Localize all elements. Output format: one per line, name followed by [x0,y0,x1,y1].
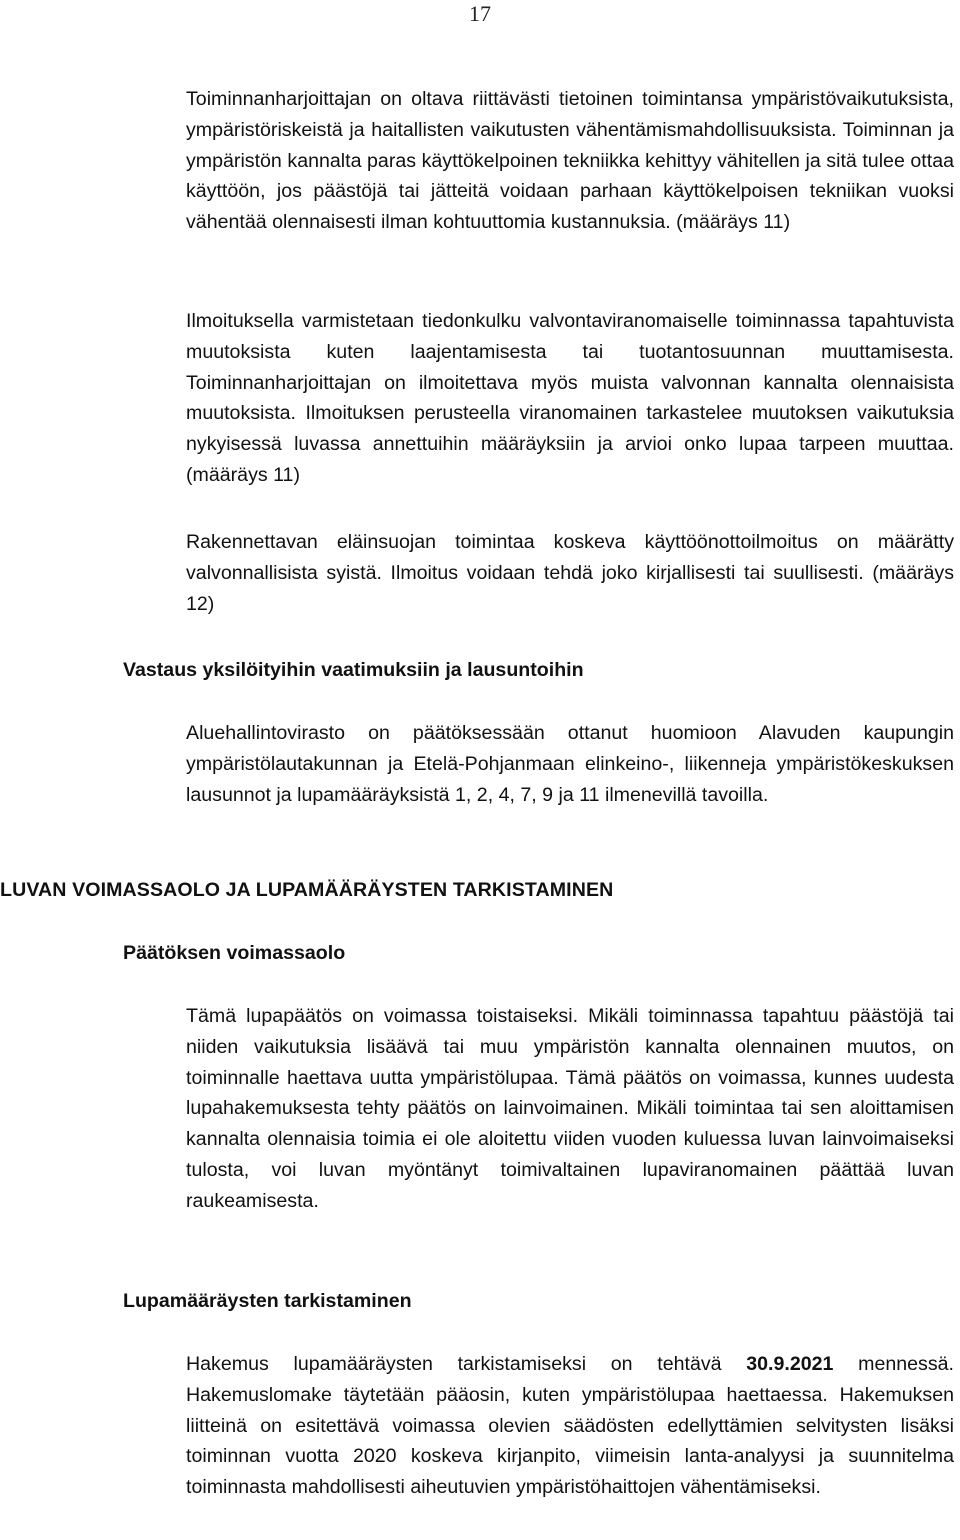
deadline-date: 30.9.2021 [746,1353,834,1375]
heading-vastaus: Vastaus yksilöityihin vaatimuksiin ja lausuntoihin [123,659,584,681]
paragraph-voimassaolo: Tämä lupapäätös on voimassa toistaiseksi. Mikäli toiminnassa tapahtuu päästöjä tai niiden vaikutuksia lisäävä tai muu ympäristön kannalta olennainen muutos, on toiminnalle haettava uutta ympäristölupaa. Tämä päätös on voimassa, kunnes uudesta lupahakemuksesta tehty päätös on lainvoimainen. Mikäli toimintaa tai sen aloittamisen kannalta olennaisia toimia ei ole aloitettu viiden vuoden kuluessa luvan lainvoimaiseksi tulosta, voi luvan myöntänyt toimivaltainen lupaviranomainen päättää luvan raukeamisesta. [186,1005,954,1212]
paragraph-lausunnot: Aluehallintovirasto on päätöksessään ottanut huomioon Alavuden kaupungin ympäristölautakunnan ja Etelä-Pohjanmaan elinkeino-, liikenneja ympäristökeskuksen lausunnot ja lupamääräyksistä 1, 2, 4, 7, 9 ja 11 ilmenevillä tavoilla. [186,722,954,806]
text-after-date: mennessä. Hakemuslomake täytetään pääosin, kuten ympäristölupaa haettaessa. Hakemuksen liitteinä on esitettävä voimassa olevien säädösten edellyttämien selvitysten lisäksi toiminnan vuotta 2020 koskeva kirjanpito, viimeisin lanta-analyysi ja suunnitelma toiminnasta mahdollisesti aiheutuvien ympäristöhaittojen vähentämiseksi. [186,1353,954,1499]
paragraph-kayttoonottoilmoitus: Rakennettavan eläinsuojan toimintaa koskeva käyttöönottoilmoitus on määrätty valvonnallisista syistä. Ilmoitus voidaan tehdä joko kirjallisesti tai suullisesti. (määräys 12) [186,531,954,615]
paragraph-toiminnanharjoittaja: Toiminnanharjoittajan on oltava riittävästi tietoinen toimintansa ympäristövaikutuksista, ympäristöriskeistä ja haitallisten vaikutusten vähentämismahdollisuuksista. Toiminnan ja ympäristön kannalta paras käyttökelpoinen tekniikka kehittyy vähitellen ja sitä tulee ottaa käyttöön, jos päästöjä tai jätteitä voidaan parhaan käyttökelpoisen tekniikan vuoksi vähentää olennaisesti ilman kohtuuttomia kustannuksia. (määräys 11) [186,88,954,234]
paragraph-ilmoitus: Ilmoituksella varmistetaan tiedonkulku valvontaviranomaiselle toiminnassa tapahtuvista muutoksista kuten laajentamisesta tai tuotantosuunnan muuttamisesta. Toiminnanharjoittajan on ilmoitettava myös muista valvonnan kannalta olennaisista muutoksista. Ilmoituksen perusteella viranomainen tarkastelee muutoksen vaikutuksia nykyisessä luvassa annettuihin määräyksiin ja arvioi onko lupaa tarpeen muuttaa. (määräys 11) [186,310,954,486]
page-number: 17 [469,1,491,26]
text-before-date: Hakemus lupamääräysten tarkistamiseksi on tehtävä [186,1353,747,1375]
heading-section-main: LUVAN VOIMASSAOLO JA LUPAMÄÄRÄYSTEN TARKISTAMINEN [0,879,614,901]
paragraph-tarkistaminen [186,1349,954,1503]
heading-lupamaaraysten-tarkistaminen: Lupamääräysten tarkistaminen [123,1290,412,1312]
heading-paatoksen-voimassaolo: Päätöksen voimassaolo [123,942,346,964]
